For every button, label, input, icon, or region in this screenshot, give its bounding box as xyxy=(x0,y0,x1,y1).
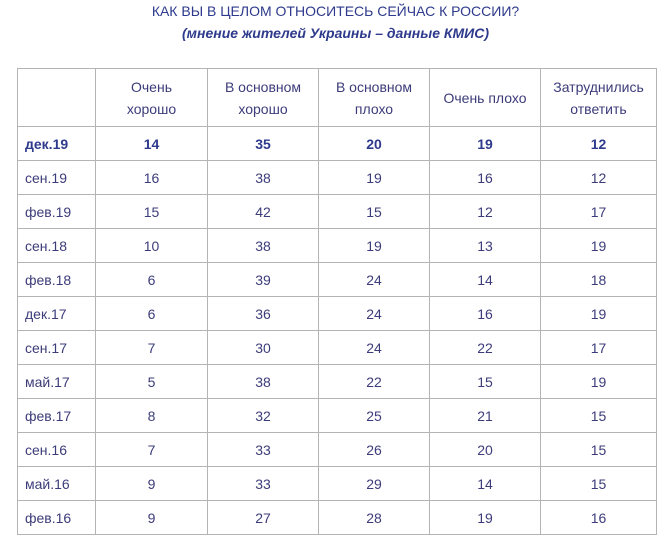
table-cell: 14 xyxy=(96,127,208,161)
table-cell: 38 xyxy=(208,229,319,263)
table-row xyxy=(18,501,657,535)
table-cell: 9 xyxy=(96,467,208,501)
table-cell: 20 xyxy=(319,127,430,161)
header-text: Очень плохо xyxy=(443,89,527,106)
table-cell: 39 xyxy=(208,263,319,297)
table-cell: 27 xyxy=(208,501,319,535)
header-cell xyxy=(96,69,208,127)
table-cell: 14 xyxy=(430,467,541,501)
header-cell xyxy=(430,69,541,127)
table-cell: 15 xyxy=(319,195,430,229)
table-cell: 22 xyxy=(430,331,541,365)
table-cell: 36 xyxy=(208,297,319,331)
table-cell: 9 xyxy=(96,501,208,535)
row-label: май.16 xyxy=(18,467,96,501)
table-cell: 26 xyxy=(319,433,430,467)
table-cell: 19 xyxy=(430,501,541,535)
header-text: ответить xyxy=(570,100,627,117)
table-cell: 19 xyxy=(430,127,541,161)
row-label: фев.19 xyxy=(18,195,96,229)
header-text: плохо xyxy=(354,100,394,117)
table-cell: 32 xyxy=(208,399,319,433)
table-cell: 12 xyxy=(541,127,657,161)
table-cell: 19 xyxy=(541,297,657,331)
table-row xyxy=(18,433,657,467)
table-cell: 42 xyxy=(208,195,319,229)
table-cell: 6 xyxy=(96,297,208,331)
table-cell: 20 xyxy=(430,433,541,467)
table-cell: 29 xyxy=(319,467,430,501)
header-cell xyxy=(208,69,319,127)
table-cell: 5 xyxy=(96,365,208,399)
row-label: сен.17 xyxy=(18,331,96,365)
table-row xyxy=(18,365,657,399)
table-row xyxy=(18,195,657,229)
table-row xyxy=(18,263,657,297)
row-label: дек.17 xyxy=(18,297,96,331)
table-cell: 15 xyxy=(96,195,208,229)
table-cell: 33 xyxy=(208,467,319,501)
table-cell: 19 xyxy=(541,229,657,263)
header-text: хорошо xyxy=(238,100,288,117)
table-cell: 30 xyxy=(208,331,319,365)
table-cell: 17 xyxy=(541,331,657,365)
table-cell: 24 xyxy=(319,263,430,297)
table-row xyxy=(18,229,657,263)
header-text: хорошо xyxy=(126,100,177,117)
row-label: сен.19 xyxy=(18,161,96,195)
table-cell: 35 xyxy=(208,127,319,161)
header-text: В основном xyxy=(224,78,302,95)
table-header-row xyxy=(18,69,657,127)
table-cell: 25 xyxy=(319,399,430,433)
table-cell: 16 xyxy=(96,161,208,195)
table-cell: 7 xyxy=(96,331,208,365)
table-cell: 7 xyxy=(96,433,208,467)
table-row xyxy=(18,467,657,501)
page-subtitle: (мнение жителей Украины – данные КМИС) xyxy=(182,25,489,41)
table-cell: 17 xyxy=(541,195,657,229)
table-cell: 6 xyxy=(96,263,208,297)
row-label: фев.16 xyxy=(18,501,96,535)
header-cell-empty xyxy=(18,69,96,127)
row-label: фев.18 xyxy=(18,263,96,297)
table-row xyxy=(18,331,657,365)
row-label: сен.16 xyxy=(18,433,96,467)
table-cell: 38 xyxy=(208,365,319,399)
table-cell: 16 xyxy=(430,161,541,195)
table-cell: 12 xyxy=(541,161,657,195)
table-cell: 15 xyxy=(541,467,657,501)
table-cell: 19 xyxy=(541,365,657,399)
table-cell: 8 xyxy=(96,399,208,433)
table-cell: 16 xyxy=(541,501,657,535)
table-body xyxy=(18,127,657,535)
header-cell xyxy=(541,69,657,127)
table-cell: 24 xyxy=(319,331,430,365)
table-row xyxy=(18,297,657,331)
table-cell: 33 xyxy=(208,433,319,467)
table-cell: 38 xyxy=(208,161,319,195)
table-cell: 19 xyxy=(319,229,430,263)
row-label: сен.18 xyxy=(18,229,96,263)
table-row xyxy=(18,161,657,195)
table-cell: 24 xyxy=(319,297,430,331)
table-cell: 16 xyxy=(430,297,541,331)
table-cell: 19 xyxy=(319,161,430,195)
table-cell: 14 xyxy=(430,263,541,297)
table-cell: 15 xyxy=(541,433,657,467)
table-row xyxy=(18,399,657,433)
survey-table xyxy=(17,68,657,535)
table-cell: 10 xyxy=(96,229,208,263)
table-row xyxy=(18,127,657,161)
table-cell: 22 xyxy=(319,365,430,399)
row-label: фев.17 xyxy=(18,399,96,433)
header-cell xyxy=(319,69,430,127)
row-label: дек.19 xyxy=(18,127,96,161)
table-cell: 15 xyxy=(541,399,657,433)
table-cell: 13 xyxy=(430,229,541,263)
header-text: В основном xyxy=(335,78,413,95)
header-text: Очень xyxy=(131,78,172,95)
table-cell: 18 xyxy=(541,263,657,297)
page-title: КАК ВЫ В ЦЕЛОМ ОТНОСИТЕСЬ СЕЙЧАС К РОССИИ? xyxy=(151,3,520,19)
table-cell: 12 xyxy=(430,195,541,229)
table-cell: 15 xyxy=(430,365,541,399)
table-cell: 21 xyxy=(430,399,541,433)
header-text: Затруднились xyxy=(553,78,644,95)
row-label: май.17 xyxy=(18,365,96,399)
table-cell: 28 xyxy=(319,501,430,535)
